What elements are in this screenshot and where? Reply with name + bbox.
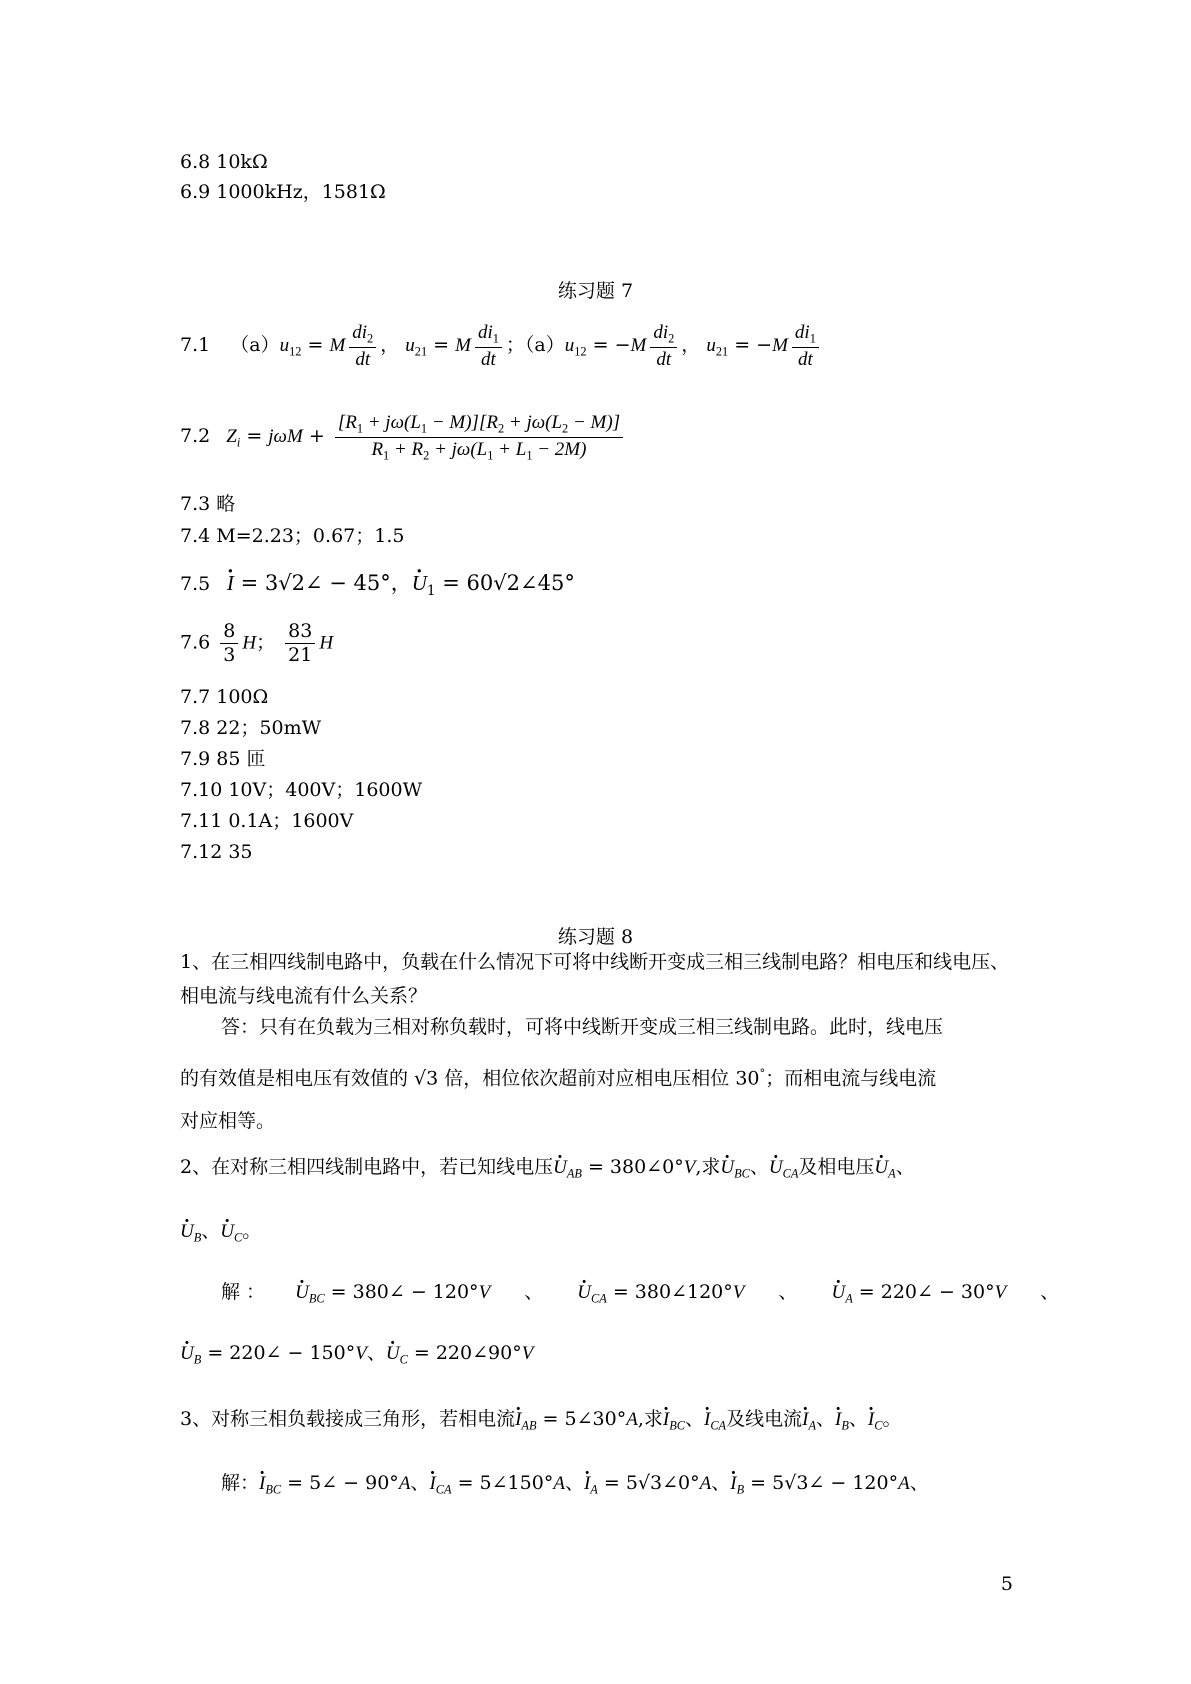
answer-7-3: 7.3 略 <box>180 493 236 515</box>
answer-7-6: 7.6 $\frac{8}{3}$ H； $\frac{83}{21}$ H <box>180 620 334 666</box>
answer-7-8: 7.8 22；50mW <box>180 717 322 739</box>
answer-1-line3: 对应相等。 <box>180 1110 276 1132</box>
question-3: 3、对称三相负载接成三角形，若相电流· $I_{AB}$ = 5∠30°A,求· $I_{BC}$、· $I_{CA}$及线电流· $I_A$、· $I_B$、· $I_C$。 <box>180 1410 901 1432</box>
answer-7-2: 7.2 $Z_i = j\omega M$ + $\frac{[R_1 + j\omega(L_1 - M)][R_2 + j\omega(L_2 - M)]}{R_1 + R_2 + j\omega(L_1 + L_1 - 2M)}$ <box>180 413 627 461</box>
answer-6-9: 6.9 1000kHz，1581Ω <box>180 181 386 203</box>
answer-2-line2: · $U_B$ = 220∠ − 150°V、· $U_C$ = 220∠90°V <box>180 1344 533 1366</box>
exercise-8-heading: 练习题 8 <box>557 926 634 948</box>
page-number: 5 <box>1000 1573 1013 1595</box>
answer-7-5: 7.5 · I = 3√2∠ − 45°，· $U_1$ = 60√2∠45° <box>180 573 575 598</box>
answer-1-line2: 的有效值是相电压有效值的 √3 倍，相位依次超前对应相电压相位 30°；而相电流与线电流 <box>180 1066 937 1090</box>
answer-7-4: 7.4 M=2.23；0.67；1.5 <box>180 525 405 547</box>
answer-7-10: 7.10 10V；400V；1600W <box>180 779 423 801</box>
exercise-7-heading: 练习题 7 <box>557 280 634 302</box>
answer-3: 解：· $I_{BC}$ = 5∠ − 90°A、· $I_{CA}$ = 5∠150°A、· $I_A$ = 5√3∠0°A、· $I_B$ = 5√3∠ − 120°A、 <box>221 1474 929 1496</box>
answer-7-11: 7.11 0.1A；1600V <box>180 810 354 832</box>
answer-7-9: 7.9 85 匝 <box>180 748 266 770</box>
answer-7-12: 7.12 35 <box>180 841 253 863</box>
answer-7-1: 7.1 $(a)u_{12} = M$ $\frac{di_2}{dt}$ ， $u_{21} = M$ $\frac{di_1}{dt}$ ；$(a)u_{12} = -M$ $\frac{di_2}{dt}$ ， $u_{21} = -M$ $\frac{di_1}{dt}$ <box>180 323 823 369</box>
question-2-line1: 2、在对称三相四线制电路中，若已知线电压· $U_{AB}$ = 380∠0°V,求· $U_{BC}$、· $U_{CA}$及相电压· $U_A$、 <box>180 1158 915 1180</box>
answer-7-7: 7.7 100Ω <box>180 686 269 708</box>
answer-1-line1: 答：只有在负载为三相对称负载时，可将中线断开变成三相三线制电路。此时，线电压 <box>221 1016 944 1038</box>
question-2-line2: · $U_B$、· $U_C$。 <box>180 1222 261 1244</box>
question-1: 1、在三相四线制电路中，负载在什么情况下可将中线断开变成三相三线制电路？相电压和线电压、相电流与线电流有什么关系？ <box>180 951 1010 1007</box>
answer-6-8: 6.8 10kΩ <box>180 151 268 173</box>
answer-2-line1: 解 ： · $U_{BC}$ = 380∠ − 120°V 、 · $U_{CA}$ = 380∠120°V 、 · $U_A$ = 220∠ − 30°V 、 <box>221 1283 1021 1305</box>
